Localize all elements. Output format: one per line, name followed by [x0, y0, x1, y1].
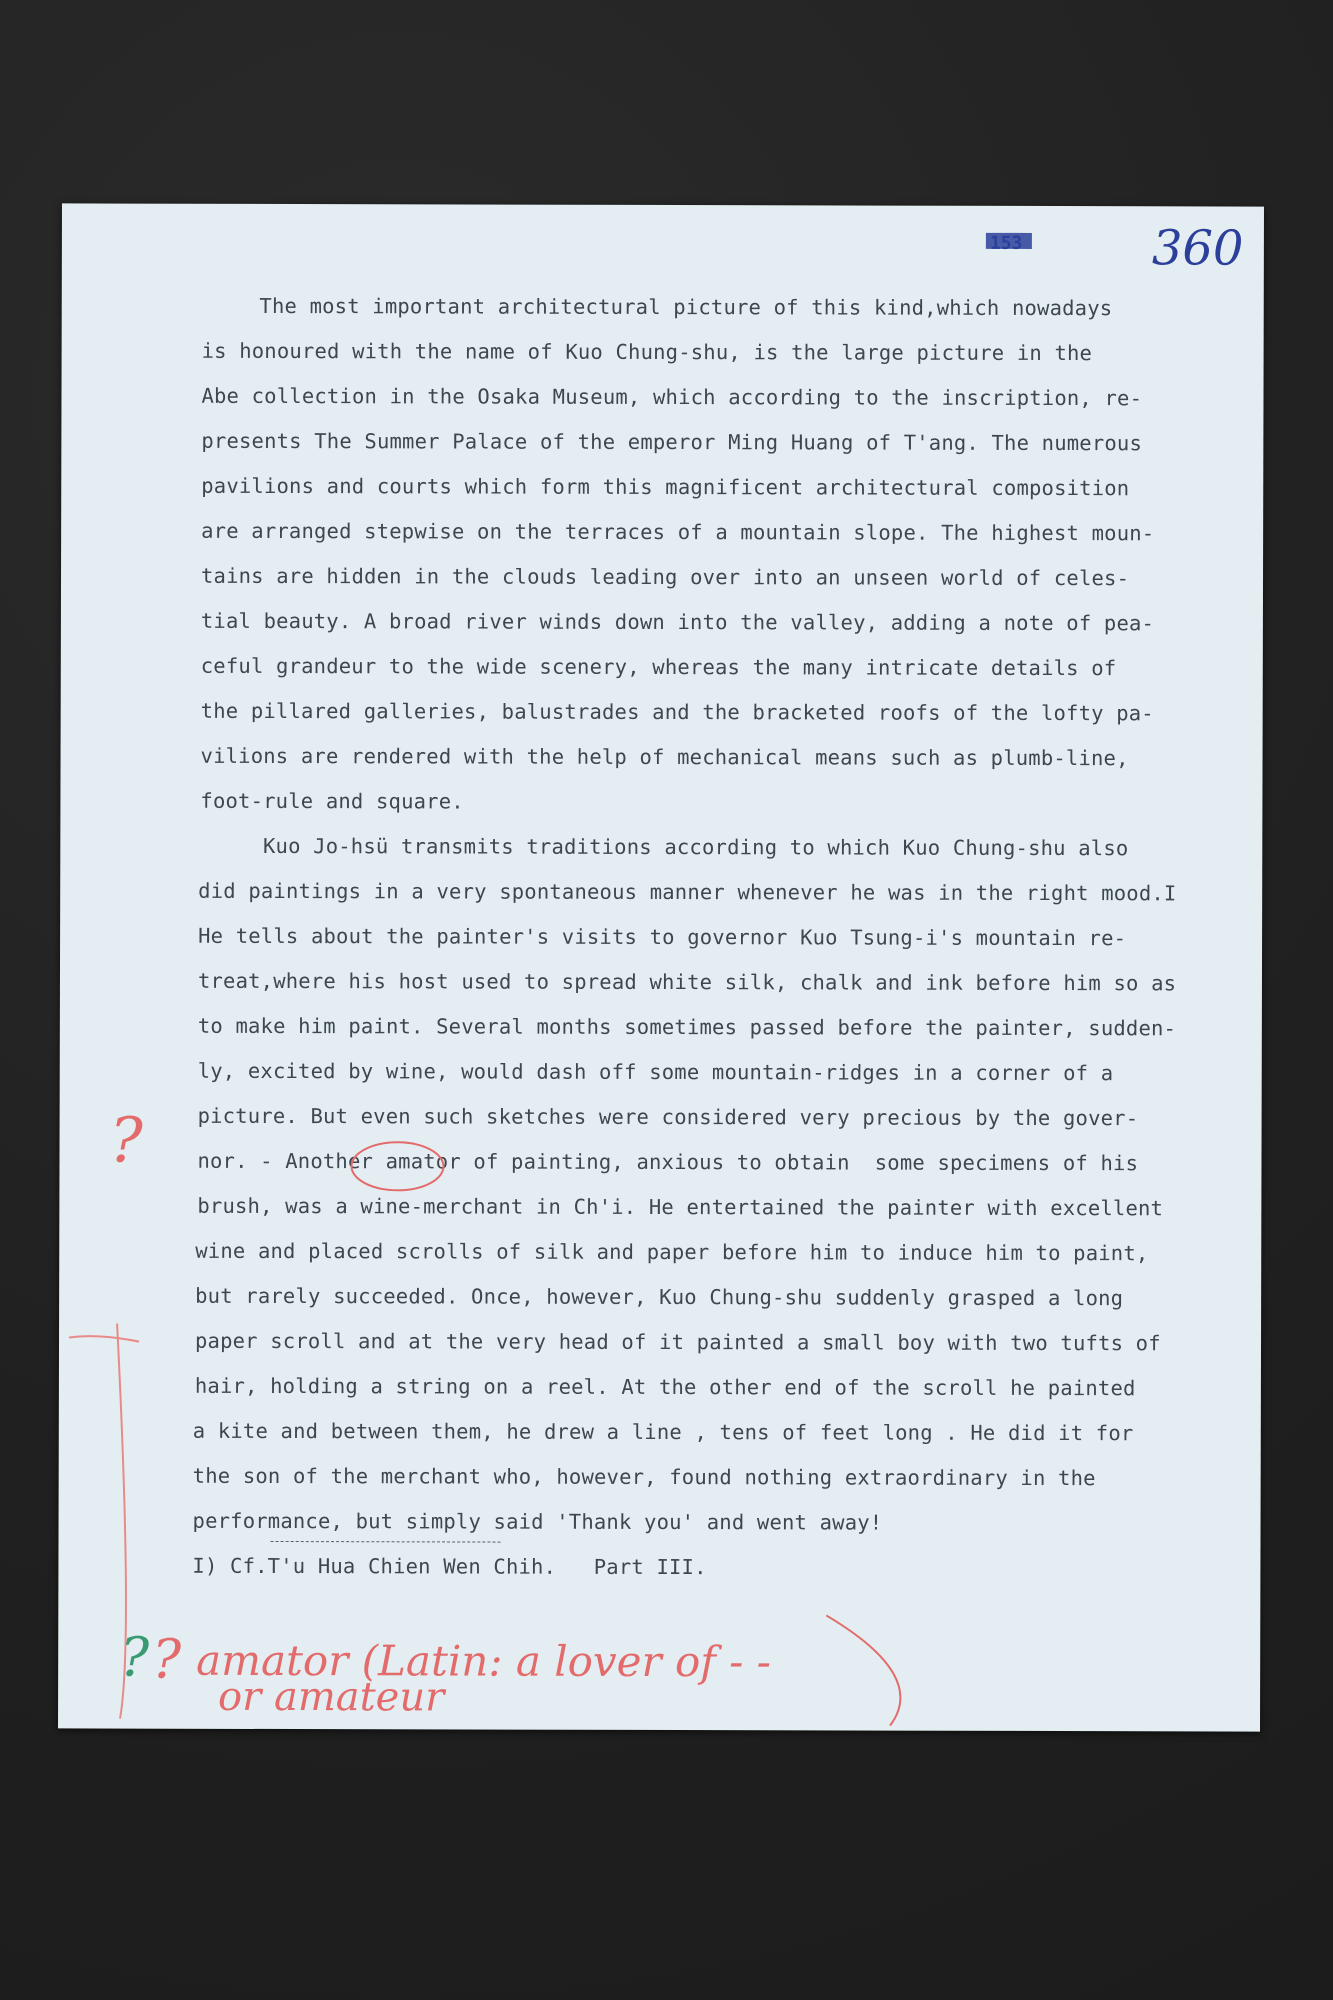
text-line: is honoured with the name of Kuo Chung-shu, is the large picture in the — [201, 338, 1093, 366]
text-line: tial beauty. A broad river winds down into the valley, adding a note of pea- — [200, 608, 1155, 636]
text-line: ly, excited by wine, would dash off some mountain-ridges in a corner of a — [197, 1058, 1114, 1086]
text-line: Kuo Jo-hsü transmits traditions according to which Kuo Chung-shu also — [200, 833, 1129, 861]
handwritten-page-number: 360 — [1151, 220, 1244, 277]
text-line: wine and placed scrolls of silk and paper before him to induce him to paint, — [195, 1238, 1149, 1266]
typescript-page — [58, 203, 1264, 1731]
red-question-mark: ? — [152, 1627, 182, 1691]
text-line: to make him paint. Several months sometimes passed before the painter, sudden- — [197, 1013, 1177, 1041]
text-line: foot-rule and square. — [200, 788, 464, 814]
text-line: brush, was a wine-merchant in Ch'i. He entertained the painter with excellent — [197, 1193, 1164, 1221]
text-line: Abe collection in the Osaka Museum, which according to the inscription, re- — [201, 383, 1143, 411]
text-line: He tells about the painter's visits to governor Kuo Tsung-i's mountain re- — [198, 923, 1127, 951]
text-line: nor. - Another amator of painting, anxious to obtain some specimens of his — [197, 1148, 1139, 1176]
text-line: treat,where his host used to spread white silk, chalk and ink before him so as — [197, 968, 1177, 996]
text-line: picture. But even such sketches were considered very precious by the gover- — [197, 1103, 1139, 1131]
text-line: performance, but simply said 'Thank you' and went away! — [192, 1508, 883, 1535]
annotation-amateur: or amateur — [218, 1673, 445, 1721]
text-line: vilions are rendered with the help of mechanical means such as plumb-line, — [200, 743, 1129, 771]
text-line: a kite and between them, he drew a line , tens of feet long . He did it for — [192, 1418, 1134, 1446]
text-line: paper scroll and at the very head of it painted a small boy with two tufts of — [194, 1328, 1161, 1356]
margin-question-mark: ? — [109, 1103, 143, 1177]
text-line: but rarely succeeded. Once, however, Kuo Chung-shu suddenly grasped a long — [195, 1283, 1124, 1311]
text-line: hair, holding a string on a reel. At the other end of the scroll he painted — [194, 1373, 1136, 1401]
text-line: did paintings in a very spontaneous manner whenever he was in the right mood.I — [198, 878, 1177, 906]
text-line: are arranged stepwise on the terraces of a mountain slope. The highest moun- — [201, 518, 1155, 546]
footnote: I) Cf.T'u Hua Chien Wen Chih. Part III. — [192, 1553, 707, 1580]
text-line: pavilions and courts which form this magnificent architectural composition — [201, 473, 1130, 501]
annotation-amator: amator (Latin: a lover of - - — [196, 1635, 771, 1687]
text-line: presents The Summer Palace of the emperor Ming Huang of T'ang. The numerous — [201, 428, 1143, 456]
text-line: The most important architectural picture of this kind,which nowadays — [196, 293, 1113, 321]
text-line: tains are hidden in the clouds leading over into an unseen world of celes- — [200, 563, 1130, 591]
annotation-marks — [58, 203, 1264, 1731]
text-line: the pillared galleries, balustrades and the bracketed roofs of the lofty pa- — [200, 698, 1154, 726]
green-question-mark: ? — [120, 1625, 150, 1689]
text-line: the son of the merchant who, however, found nothing extraordinary in the — [192, 1463, 1096, 1491]
text-line: ceful grandeur to the wide scenery, whereas the many intricate details of — [200, 653, 1117, 681]
